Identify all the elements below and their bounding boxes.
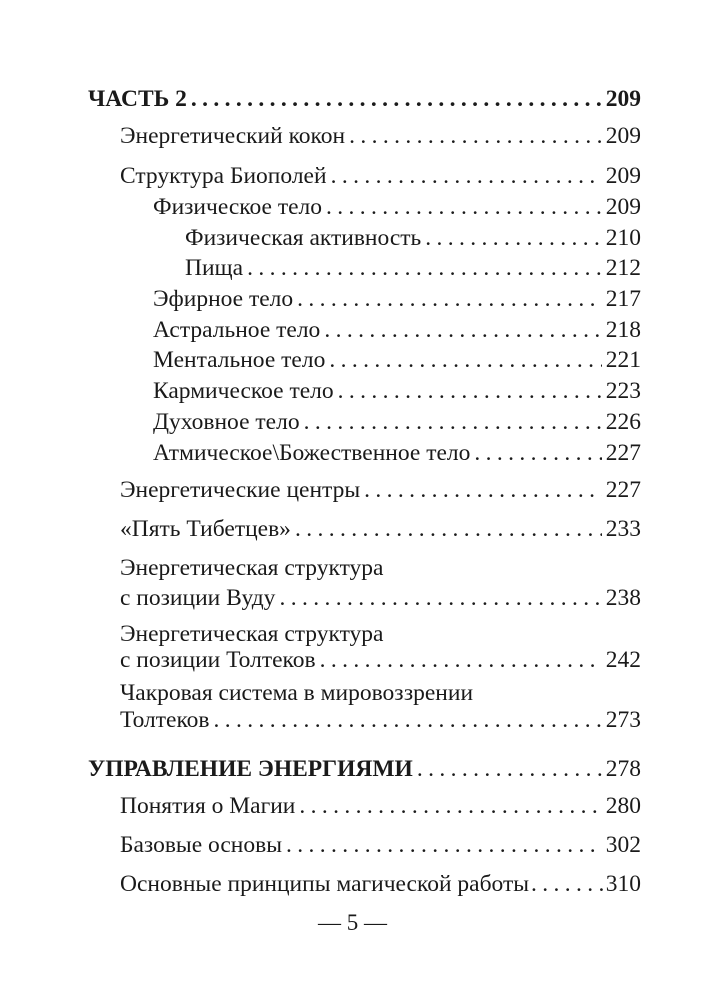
toc-entry — [153, 315, 641, 345]
toc-title: Кармическое тело — [153, 378, 334, 404]
toc-title: Духовное тело — [153, 409, 300, 435]
toc-title: с позиции Толтеков — [120, 647, 316, 673]
toc-title: Структура Биополей — [120, 163, 327, 189]
toc-entry — [120, 791, 641, 821]
dot-leader — [349, 121, 602, 151]
toc-page: 210 — [605, 225, 641, 251]
dot-leader — [417, 754, 602, 784]
dot-leader — [326, 192, 602, 222]
toc-entry — [120, 161, 641, 191]
toc-title: Понятия о Магии — [120, 793, 296, 819]
toc-entry — [120, 121, 641, 151]
toc-entry — [153, 376, 641, 406]
toc-title: Пища — [185, 255, 244, 281]
toc-page: 233 — [605, 516, 641, 542]
toc-page: 221 — [605, 347, 641, 373]
toc-title: Базовые основы — [120, 832, 282, 858]
toc-entry — [88, 754, 641, 784]
toc-entry — [120, 705, 641, 735]
toc-entry — [120, 514, 641, 544]
dot-leader — [331, 161, 602, 191]
toc-entry — [153, 407, 641, 437]
dot-leader — [191, 84, 602, 114]
toc-page: 278 — [605, 756, 641, 782]
toc-page: 227 — [605, 477, 641, 503]
toc-page: 212 — [605, 255, 641, 281]
toc-entry — [185, 223, 641, 253]
toc-page: 302 — [605, 832, 641, 858]
toc-title: Физическая активность — [185, 225, 422, 251]
toc-title: Эфирное тело — [153, 286, 294, 312]
dot-leader — [247, 253, 602, 283]
dot-leader — [297, 284, 602, 314]
dot-leader — [474, 438, 601, 468]
dot-leader — [214, 705, 602, 735]
toc-page: 209 — [605, 86, 641, 112]
toc-page: 226 — [605, 409, 641, 435]
toc-page: 209 — [605, 163, 641, 189]
toc-title: с позиции Вуду — [120, 585, 276, 611]
toc-entry — [88, 84, 641, 114]
toc-title: Энергетическая структура — [120, 621, 384, 647]
dot-leader — [320, 645, 602, 675]
toc-page: 217 — [605, 286, 641, 312]
toc-entry — [153, 345, 641, 375]
toc-title: «Пять Тибетцев» — [120, 516, 291, 542]
toc-page: 242 — [605, 647, 641, 673]
toc-page: 209 — [605, 194, 641, 220]
dot-leader — [531, 869, 604, 899]
toc-entry — [153, 284, 641, 314]
toc-title: Толтеков — [120, 707, 210, 733]
toc-title: Основные принципы магической работы — [120, 871, 530, 897]
dot-leader — [279, 583, 601, 613]
toc-title: Энергетическая структура — [120, 555, 384, 581]
toc-title: Физическое тело — [153, 194, 323, 220]
toc-title: ЧАСТЬ 2 — [88, 86, 187, 112]
toc-page: 227 — [605, 440, 641, 466]
dot-leader — [329, 345, 601, 375]
dot-leader — [364, 475, 602, 505]
dot-leader — [425, 223, 601, 253]
toc-entry-line1 — [120, 553, 641, 583]
toc-entry — [153, 438, 641, 468]
toc-page: 218 — [605, 317, 641, 343]
toc-title: Ментальное тело — [153, 347, 326, 373]
toc-entry — [153, 192, 641, 222]
toc-page: 223 — [605, 378, 641, 404]
toc-title: Астральное тело — [153, 317, 321, 343]
page-number: — 5 — — [318, 910, 387, 935]
toc-entry — [120, 645, 641, 675]
toc-title: Атмическое\Божественное тело — [153, 440, 471, 466]
toc-entry — [185, 253, 641, 283]
toc-title: Энергетические центры — [120, 477, 361, 503]
dot-leader — [304, 407, 602, 437]
dot-leader — [299, 791, 601, 821]
toc-title: Чакровая система в мировоззрении — [120, 680, 474, 706]
dot-leader — [338, 376, 602, 406]
dot-leader — [295, 514, 602, 544]
toc-entry — [120, 830, 641, 860]
toc-entry — [120, 869, 641, 899]
toc-page: 209 — [605, 123, 641, 149]
toc-entry — [120, 475, 641, 505]
toc-entry-line1 — [120, 678, 641, 708]
toc-title: УПРАВЛЕНИЕ ЭНЕРГИЯМИ — [88, 756, 413, 782]
toc-entry — [120, 583, 641, 613]
toc-page: 280 — [605, 793, 641, 819]
dot-leader — [324, 315, 601, 345]
toc-title: Энергетический кокон — [120, 123, 346, 149]
dot-leader — [286, 830, 602, 860]
toc-page: 310 — [605, 871, 641, 897]
toc-page: 238 — [605, 585, 641, 611]
toc-page: 273 — [605, 707, 641, 733]
